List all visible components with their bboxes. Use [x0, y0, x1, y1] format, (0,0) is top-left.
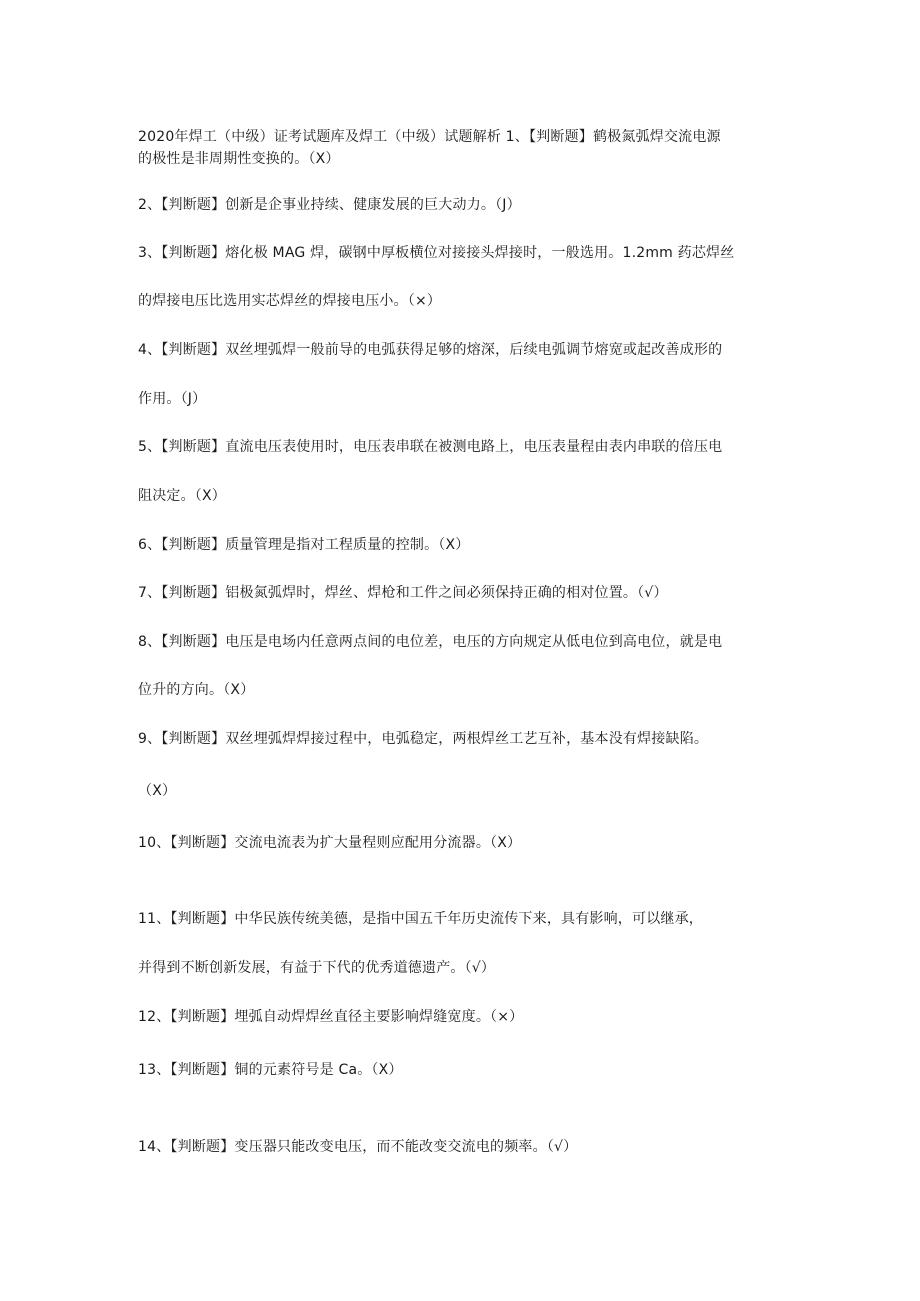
question-14-text: 14、【判断题】变压器只能改变电压，而不能改变交流电的频率。（√） [138, 1139, 578, 1155]
question-4-text: 4、【判断题】双丝埋弧焊一般前导的电弧获得足够的熔深，后续电弧调节熔宽或起改善成形的 [138, 342, 723, 358]
question-10-text: 10、【判断题】交流电流表为扩大量程则应配用分流器。（X） [138, 835, 522, 851]
question-2-text: 2、【判断题】创新是企事业持续、健康发展的巨大动力。（J） [138, 197, 521, 213]
question-9-text: 9、【判断题】双丝埋弧焊焊接过程中，电弧稳定，两根焊丝工艺互补，基本没有焊接缺陷。 [138, 731, 709, 747]
question-5-text-cont: 阻决定。（X） [138, 488, 226, 504]
question-13-text: 13、【判断题】铜的元素符号是 Ca。（X） [138, 1062, 403, 1078]
question-11-text-cont: 并得到不断创新发展，有益于下代的优秀道德遗产。（√） [138, 960, 496, 976]
question-3-text-cont: 的焊接电压比选用实芯焊丝的焊接电压小。（×） [138, 293, 442, 309]
question-4-text-cont: 作用。（J） [138, 391, 207, 407]
title-line: 2020年焊工（中级）证考试题库及焊工（中级）试题解析 1、【判断题】鹤极氮弧焊交流电源 [138, 129, 721, 145]
question-1-text: 的极性是非周期性变换的。（X） [138, 151, 340, 167]
question-9-text-cont: （X） [138, 783, 177, 799]
question-8-text: 8、【判断题】电压是电场内任意两点间的电位差，电压的方向规定从低电位到高电位，就是电 [138, 634, 723, 650]
question-11-text: 11、【判断题】中华民族传统美德，是指中国五千年历史流传下来，具有影响，可以继承， [138, 911, 704, 927]
question-12-text: 12、【判断题】埋弧自动焊焊丝直径主要影响焊缝宽度。（×） [138, 1009, 524, 1025]
question-8-text-cont: 位升的方向。（X） [138, 682, 255, 698]
question-7-text: 7、【判断题】铝极氮弧焊时，焊丝、焊枪和工件之间必须保持正确的相对位置。（√） [138, 585, 668, 601]
question-5-text: 5、【判断题】直流电压表使用时，电压表串联在被测电路上，电压表量程由表内串联的倍压电 [138, 439, 723, 455]
question-6-text: 6、【判断题】质量管理是指对工程质量的控制。（X） [138, 537, 470, 553]
question-3-text: 3、【判断题】熔化极 MAG 焊，碳钢中厚板横位对接接头焊接时，一般选用。1.2mm 药芯焊丝 [138, 245, 735, 261]
